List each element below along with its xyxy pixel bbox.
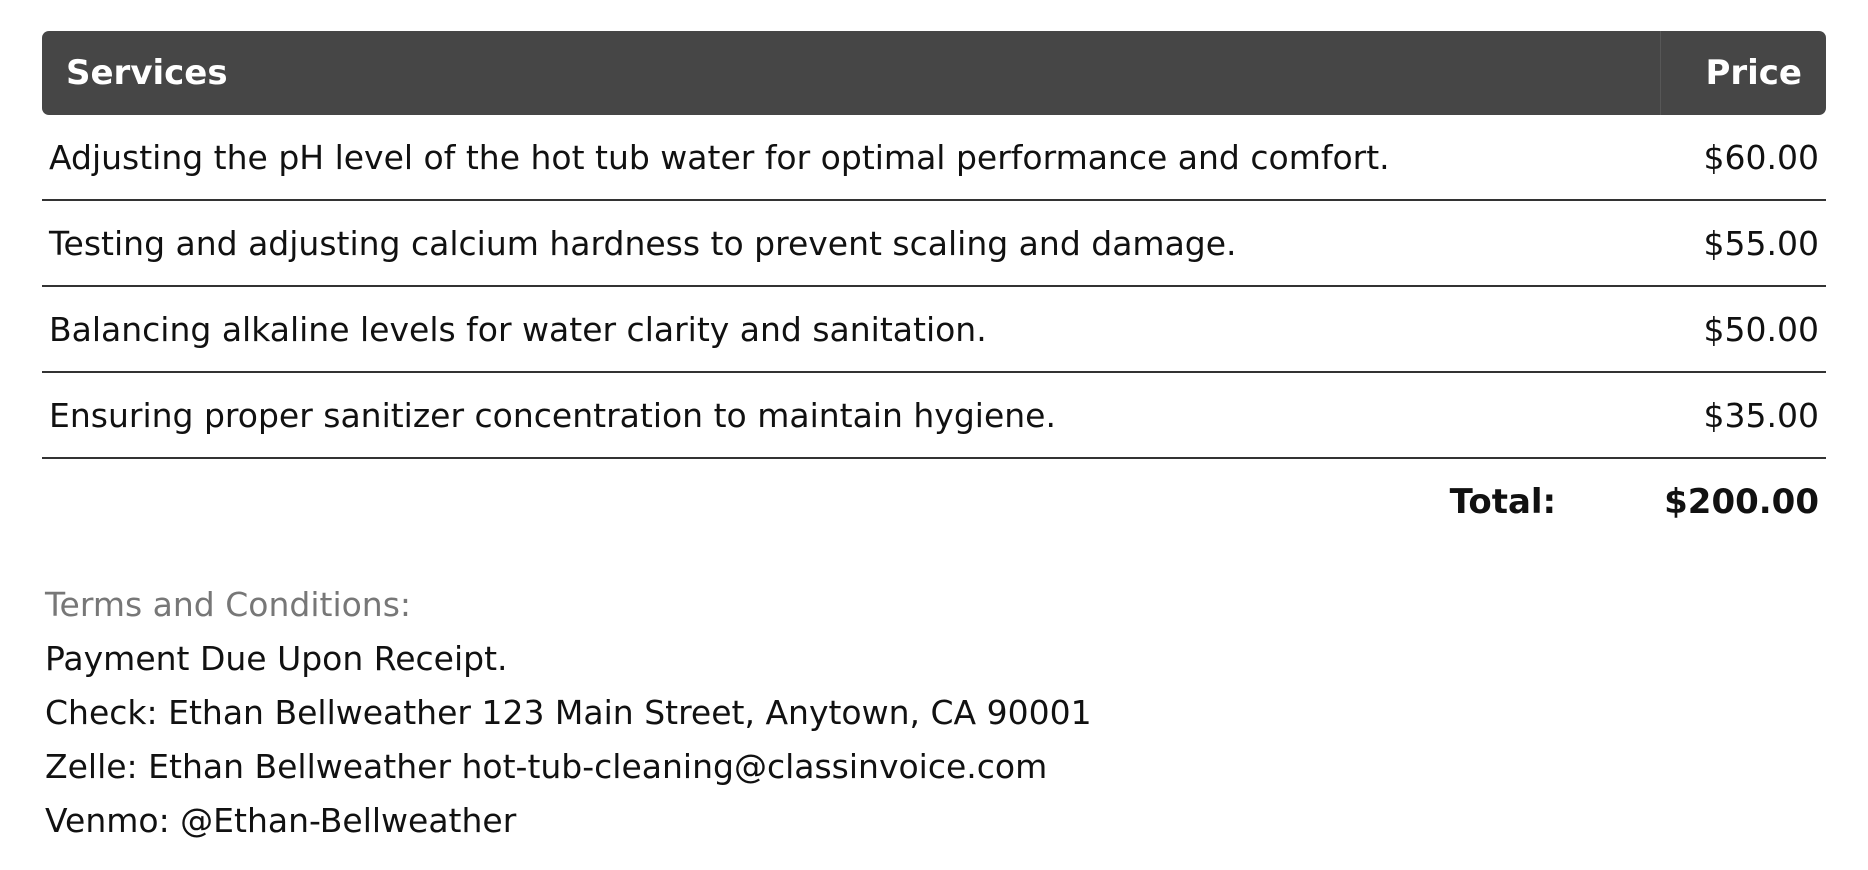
services-table — [42, 31, 1826, 545]
table-header — [42, 31, 1826, 115]
terms-heading: Terms and Conditions: — [45, 585, 412, 624]
service-price: $60.00 — [1703, 137, 1819, 177]
table-row — [42, 287, 1826, 373]
table-row — [42, 201, 1826, 287]
service-price: $55.00 — [1703, 223, 1819, 263]
service-description: Testing and adjusting calcium hardness to prevent scaling and damage. — [49, 223, 1237, 263]
service-description: Adjusting the pH level of the hot tub water for optimal performance and comfort. — [49, 137, 1390, 177]
total-label: Total: — [1449, 482, 1557, 522]
column-divider — [1660, 31, 1661, 115]
terms-and-conditions — [45, 578, 1092, 848]
service-description: Balancing alkaline levels for water clarity and sanitation. — [49, 309, 987, 349]
total-amount: $200.00 — [1664, 482, 1819, 522]
total-row — [42, 459, 1826, 545]
service-description: Ensuring proper sanitizer concentration to maintain hygiene. — [49, 395, 1056, 435]
table-row — [42, 373, 1826, 459]
check-payment-line: Check: Ethan Bellweather 123 Main Street, Anytown, CA 90001 — [45, 693, 1092, 732]
payment-terms-line: Payment Due Upon Receipt. — [45, 639, 508, 678]
price-column-header: Price — [1705, 53, 1802, 93]
services-column-header: Services — [66, 53, 228, 93]
service-price: $35.00 — [1703, 395, 1819, 435]
zelle-payment-line: Zelle: Ethan Bellweather hot-tub-cleaning@classinvoice.com — [45, 747, 1048, 786]
venmo-payment-line: Venmo: @Ethan-Bellweather — [45, 801, 517, 840]
service-price: $50.00 — [1703, 309, 1819, 349]
table-row — [42, 115, 1826, 201]
